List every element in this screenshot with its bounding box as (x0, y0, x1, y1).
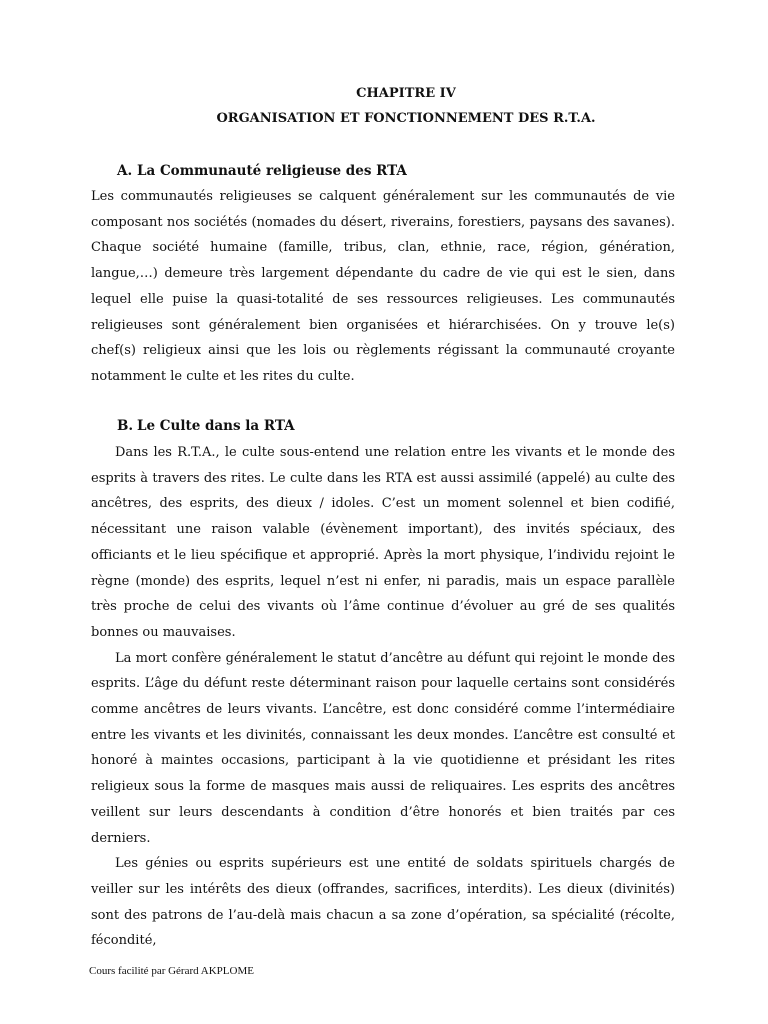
section-b-body (91, 440, 675, 954)
footer-credit: Cours facilité par Gérard AKPLOME (89, 965, 254, 977)
section-a-body (91, 184, 675, 390)
paragraph: La mort confère généralement le statut d’ancêtre au défunt qui rejoint le monde des esprits. L’âge du défunt reste déterminant raison pour laquelle certains sont considérés comme ancêtres de leurs vivants. L’ancêtre, est donc considéré comme l’intermédiaire entre les vivants et les divinités, connaissant les deux mondes. L’ancêtre est consulté et honoré à maintes occasions, participant à la vie quotidienne et présidant les rites religieux sous la forme de masques mais aussi de reliquaires. Les esprits des ancêtres veillent sur leurs descendants à condition d’être honorés et bien traités par ces derniers. (91, 650, 675, 846)
paragraph: Dans les R.T.A., le culte sous-entend une relation entre les vivants et le monde des esprits à travers des rites. Le culte dans les RTA est aussi assimilé (appelé) au culte des ancêtres, des esprits, des dieux / idoles. C’est un moment solennel et bien codifié, nécessitant une raison valable (évènement important), des invités spéciaux, des officiants et le lieu spécifique et approprié. Après la mort physique, l’individu rejoint le règne (monde) des esprits, lequel n’est ni enfer, ni paradis, mais un espace parallèle très proche de celui des vivants où l’âme continue d’évoluer au gré de ses qualités bonnes ou mauvaises. (91, 445, 675, 640)
paragraph: Les génies ou esprits supérieurs est une entité de soldats spirituels chargés de veiller sur les intérêts des dieux (offrandes, sacrifices, interdits). Les dieux (divinités) sont des patrons de l’au-delà mais chacun a sa zone d’opération, sa spécialité (récolte, fécondité, (91, 856, 675, 949)
chapter-title: CHAPITRE IV (356, 86, 456, 101)
section-a-letter: A. (117, 163, 133, 179)
section-a-heading (117, 162, 407, 180)
paragraph: Les communautés religieuses se calquent généralement sur les communautés de vie composant nos sociétés (nomades du désert, riverains, forestiers, paysans des savanes). Chaque société humaine (famille, tribus, clan, ethnie, race, région, génération, langue,…) demeure très largement dépendante du cadre de vie qui est le sien, dans lequel elle puise la quasi-totalité de ses ressources religieuses. Les communautés religieuses sont généralement bien organisées et hiérarchisées. On y trouve le(s) chef(s) religieux ainsi que les lois ou règlements régissant la communauté croyante notamment le culte et les rites du culte. (91, 189, 675, 384)
section-a-title: La Communauté religieuse des RTA (137, 163, 407, 179)
chapter-subtitle: ORGANISATION ET FONCTIONNEMENT DES R.T.A. (216, 111, 596, 126)
section-b-letter: B. (117, 418, 134, 434)
section-b-heading (117, 417, 295, 435)
section-b-title: Le Culte dans la RTA (137, 418, 295, 434)
